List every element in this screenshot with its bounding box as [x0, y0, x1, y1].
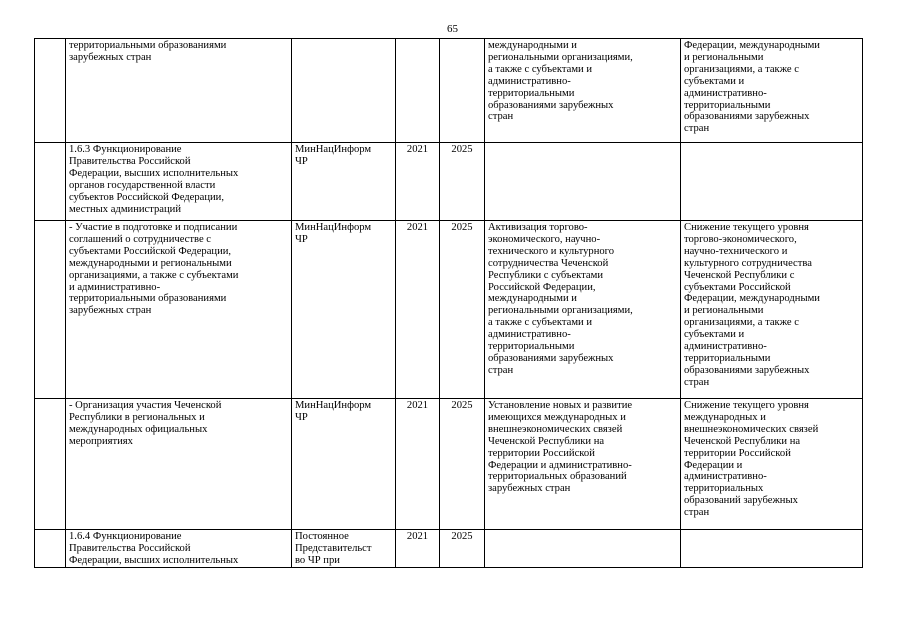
expected-result-cell — [485, 530, 681, 568]
table-row — [35, 399, 863, 530]
end-year-cell: 2025 — [440, 143, 485, 221]
executor-cell: МинНацИнформ ЧР — [292, 399, 396, 530]
table-row — [35, 39, 863, 143]
action-plan-table — [34, 38, 863, 568]
row-number-cell — [35, 221, 66, 399]
row-number-cell — [35, 143, 66, 221]
executor-cell: Постоянное Представительст во ЧР при — [292, 530, 396, 568]
start-year-cell — [396, 39, 440, 143]
consequences-cell: Снижение текущего уровня торгово-экономического, научно-технического и культурного сотрудничества Чеченской Республики с субъектами Российской Федерации, международными и региональными организациями, а также с субъектами и административно- территориальными образованиями зарубежных стран — [681, 221, 863, 399]
table-row — [35, 143, 863, 221]
executor-cell: МинНацИнформ ЧР — [292, 221, 396, 399]
consequences-cell — [681, 143, 863, 221]
end-year-cell — [440, 39, 485, 143]
end-year-cell: 2025 — [440, 530, 485, 568]
expected-result-cell: международными и региональными организациями, а также с субъектами и административно- территориальными образованиями зарубежных стран — [485, 39, 681, 143]
start-year-cell: 2021 — [396, 399, 440, 530]
activity-name-cell: - Участие в подготовке и подписании соглашений о сотрудничестве с субъектами Российской Федерации, международными и региональными организациями, а также с субъектами и административно- территориальными образованиями зарубежных стран — [66, 221, 292, 399]
end-year-cell: 2025 — [440, 399, 485, 530]
row-number-cell — [35, 399, 66, 530]
expected-result-cell: Активизация торгово- экономического, научно- технического и культурного сотрудничества Чеченской Республики с субъектами Российской Федерации, международными и региональными организациями, а также с субъектами и административно- территориальными образованиями зарубежных стран — [485, 221, 681, 399]
row-number-cell — [35, 39, 66, 143]
start-year-cell: 2021 — [396, 221, 440, 399]
table-row — [35, 530, 863, 568]
executor-cell — [292, 39, 396, 143]
start-year-cell: 2021 — [396, 143, 440, 221]
end-year-cell: 2025 — [440, 221, 485, 399]
activity-name-cell: территориальными образованиями зарубежных стран — [66, 39, 292, 143]
activity-name-cell: - Организация участия Чеченской Республики в региональных и международных официальных мероприятиях — [66, 399, 292, 530]
consequences-cell: Снижение текущего уровня международных и внешнеэкономических связей Чеченской Республики на территории Российской Федерации и административно- территориальных образований зарубежных стран — [681, 399, 863, 530]
activity-name-cell: 1.6.4 Функционирование Правительства Российской Федерации, высших исполнительных — [66, 530, 292, 568]
activity-name-cell: 1.6.3 Функционирование Правительства Российской Федерации, высших исполнительных органов государственной власти субъектов Российской Федерации, местных администраций — [66, 143, 292, 221]
page-number: 65 — [447, 23, 458, 35]
table-row — [35, 221, 863, 399]
consequences-cell: Федерации, международными и региональными организациями, а также с субъектами и административно- территориальными образованиями зарубежных стран — [681, 39, 863, 143]
consequences-cell — [681, 530, 863, 568]
expected-result-cell — [485, 143, 681, 221]
expected-result-cell: Установление новых и развитие имеющихся международных и внешнеэкономических связей Чеченской Республики на территории Российской Федерации и административно- территориальных образований зарубежных стран — [485, 399, 681, 530]
row-number-cell — [35, 530, 66, 568]
executor-cell: МинНацИнформ ЧР — [292, 143, 396, 221]
start-year-cell: 2021 — [396, 530, 440, 568]
